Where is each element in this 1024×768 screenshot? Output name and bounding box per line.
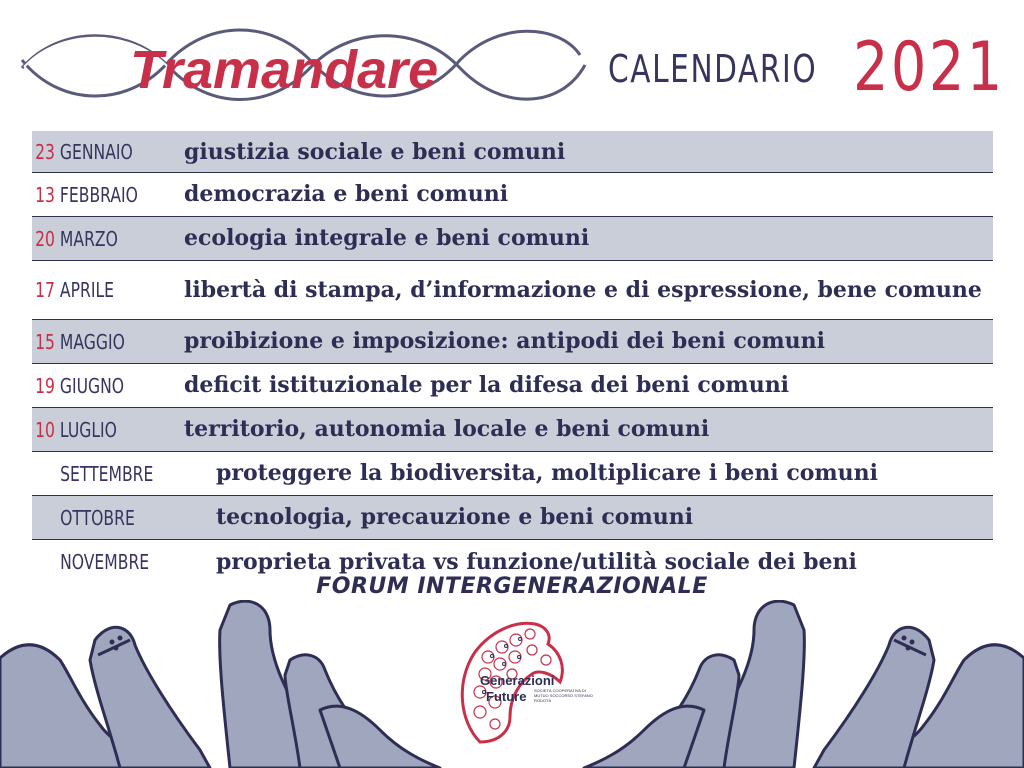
row-topic: libertà di stampa, d’informazione e di espressione, bene comune bbox=[184, 276, 982, 303]
header bbox=[0, 0, 1024, 130]
row-day: 15 bbox=[35, 329, 55, 354]
row-day: 20 bbox=[35, 226, 55, 251]
row-topic: tecnologia, precauzione e beni comuni bbox=[216, 504, 694, 530]
row-month: FEBBRAIO bbox=[59, 182, 138, 207]
row-date bbox=[32, 462, 177, 486]
row-date bbox=[32, 140, 152, 164]
partner-name-line1: Generazioni bbox=[480, 673, 555, 688]
row-topic: proprieta privata vs funzione/utilità sociale dei beni bbox=[216, 548, 857, 575]
row-month: LUGLIO bbox=[59, 417, 117, 442]
row-topic: territorio, autonomia locale e beni comuni bbox=[184, 416, 710, 442]
row-date bbox=[32, 330, 152, 354]
calendar-table bbox=[32, 131, 993, 584]
row-day: 13 bbox=[35, 182, 55, 207]
row-topic: proteggere la biodiversita, moltiplicare i beni comuni bbox=[216, 460, 879, 486]
table-row bbox=[32, 217, 993, 261]
table-row bbox=[32, 452, 993, 496]
row-topic: ecologia integrale e beni comuni bbox=[184, 225, 590, 251]
row-topic: deficit istituzionale per la difesa dei beni comuni bbox=[184, 372, 790, 398]
row-month: GENNAIO bbox=[59, 140, 133, 164]
row-month: GIUGNO bbox=[59, 373, 125, 398]
logo-text: Tramandare bbox=[130, 40, 439, 100]
row-day: 17 bbox=[35, 278, 55, 302]
forum-title: FORUM INTERGENERAZIONALE bbox=[316, 574, 708, 599]
table-row bbox=[32, 496, 993, 540]
row-day: 10 bbox=[35, 417, 55, 442]
row-topic: proibizione e imposizione: antipodi dei beni comuni bbox=[184, 328, 826, 354]
row-date bbox=[32, 550, 177, 574]
table-row bbox=[32, 261, 993, 320]
table-row bbox=[32, 364, 993, 408]
row-month: SETTEMBRE bbox=[60, 461, 154, 486]
calendar-year: 2021 bbox=[853, 28, 1005, 107]
table-row bbox=[32, 320, 993, 364]
row-date bbox=[32, 506, 177, 530]
calendar-title: CALENDARIO bbox=[608, 47, 818, 91]
row-date bbox=[32, 374, 152, 398]
table-row bbox=[32, 408, 993, 452]
row-month: MAGGIO bbox=[59, 329, 125, 354]
row-date bbox=[32, 227, 152, 251]
partner-name-line2: Future bbox=[486, 689, 527, 704]
row-day: 23 bbox=[35, 140, 55, 164]
row-month: OTTOBRE bbox=[60, 505, 135, 530]
row-month: MARZO bbox=[59, 226, 118, 251]
table-row bbox=[32, 173, 993, 217]
partner-subtitle: SOCIETÀ COOPERATIVA DI MUTUO SOCCORSO STEFANO RODOTÀ bbox=[534, 688, 593, 703]
tramandare-logo bbox=[20, 20, 590, 110]
row-date bbox=[32, 183, 152, 207]
table-row bbox=[32, 131, 993, 173]
row-date bbox=[32, 418, 152, 442]
row-month: NOVEMBRE bbox=[60, 550, 150, 574]
row-month: APRILE bbox=[59, 278, 115, 302]
row-topic: democrazia e beni comuni bbox=[184, 181, 509, 207]
row-date bbox=[32, 278, 152, 302]
row-day: 19 bbox=[35, 373, 55, 398]
row-topic: giustizia sociale e beni comuni bbox=[184, 138, 566, 165]
